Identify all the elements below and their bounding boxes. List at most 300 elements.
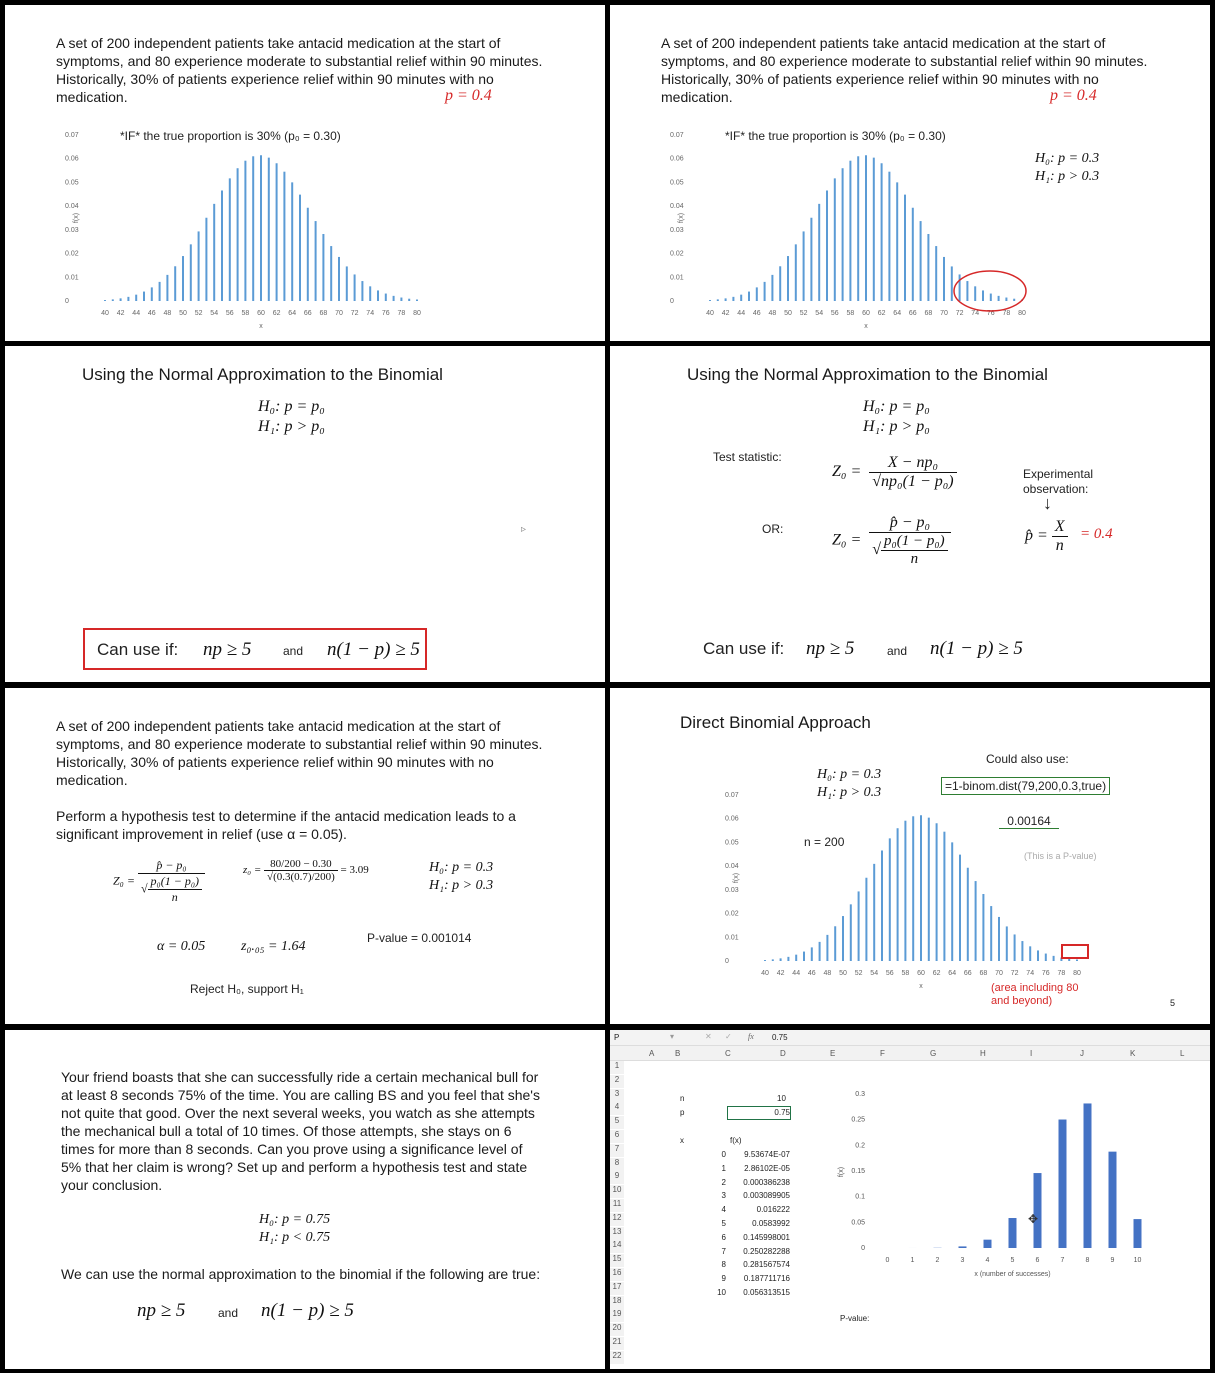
bar: [369, 286, 371, 301]
x-tick-label: 64: [288, 310, 297, 317]
bar: [213, 204, 215, 301]
x-tick-label: 54: [210, 310, 219, 317]
row-header[interactable]: 16: [610, 1268, 624, 1281]
bar: [873, 864, 875, 961]
test-statistic-label: Test statistic:: [713, 450, 782, 464]
x-tick-label: 46: [807, 970, 816, 977]
tail-box-annotation: [1061, 944, 1089, 959]
cell-fx-value[interactable]: 0.187711716: [743, 1274, 790, 1284]
condition-np: np ≥ 5: [203, 639, 252, 660]
bar: [818, 204, 820, 301]
cell-n-label[interactable]: n: [680, 1094, 685, 1103]
row-header[interactable]: 21: [610, 1337, 624, 1350]
z0-calc-result: = 3.09: [340, 864, 369, 877]
bar: [943, 257, 945, 301]
z0-den-inner-num: p₀(1 − p₀): [148, 874, 202, 890]
phat-eq: [1025, 518, 1068, 555]
x-tick-label: 62: [932, 970, 941, 977]
confirm-icon[interactable]: ✓: [725, 1032, 732, 1041]
x-axis-label: x: [864, 323, 868, 328]
row-header[interactable]: 9: [610, 1171, 624, 1184]
bar: [166, 275, 168, 301]
bar: [984, 1240, 992, 1248]
z0-label: Z₀ =: [832, 463, 862, 481]
bar: [834, 926, 836, 961]
cell-fx-value[interactable]: 0.281567574: [743, 1260, 790, 1270]
z0-fraction: [138, 858, 205, 905]
bar: [787, 256, 789, 301]
bar: [920, 221, 922, 301]
x-tick-label: 3: [960, 1257, 965, 1264]
row-header[interactable]: 8: [610, 1158, 624, 1171]
cell-fx-value[interactable]: 0.056313515: [743, 1288, 790, 1297]
cell-x-value[interactable]: 5: [721, 1219, 726, 1228]
column-header-g[interactable]: G: [930, 1049, 937, 1058]
bar: [772, 959, 774, 961]
condition-np: np ≥ 5: [137, 1300, 186, 1321]
x-tick-label: 74: [1026, 970, 1035, 977]
phat-den: n: [1055, 537, 1064, 554]
cancel-icon[interactable]: ✕: [705, 1032, 712, 1041]
bar: [998, 917, 1000, 961]
bar: [1009, 1218, 1017, 1248]
z0-calculation: [243, 858, 369, 883]
cell-x-value[interactable]: 0: [721, 1150, 726, 1159]
bar: [764, 282, 766, 301]
cell-x-value[interactable]: 8: [721, 1260, 726, 1270]
cell-fx-value[interactable]: 0.250282288: [743, 1246, 790, 1256]
x-tick-label: 74: [971, 310, 980, 317]
if-note: *IF* the true proportion is 30% (p₀ = 0.30): [725, 129, 946, 143]
x-tick-label: 42: [776, 970, 785, 977]
cursor-icon: ▹: [521, 524, 527, 535]
bar: [967, 868, 969, 961]
bar: [842, 916, 844, 961]
column-header-b[interactable]: B: [675, 1049, 681, 1058]
x-tick-label: 5: [1010, 1257, 1015, 1264]
x-tick-label: 70: [940, 310, 948, 317]
bar: [1076, 960, 1078, 961]
bar: [112, 299, 114, 301]
bar: [143, 292, 145, 301]
bar: [237, 168, 239, 301]
cell-x-value[interactable]: 3: [721, 1191, 726, 1201]
z0-den-inner-den: n: [171, 890, 178, 904]
x-tick-label: 58: [901, 970, 910, 977]
cell-fx-value[interactable]: 9.53674E-07: [744, 1150, 790, 1159]
y-tick-label: 0.02: [670, 250, 684, 258]
bar: [393, 296, 395, 301]
z0-calc-denominator: √(0.3(0.7)/200): [267, 871, 335, 883]
x-tick-label: 80: [1073, 970, 1081, 977]
row-header[interactable]: 11: [610, 1199, 624, 1212]
p-value-result: P-value = 0.001014: [367, 931, 472, 945]
cell-x-value[interactable]: 6: [721, 1232, 726, 1242]
p-annotation: p = 0.4: [1050, 87, 1097, 104]
excel-bar-chart[interactable]: [835, 1082, 1155, 1282]
cell-fx-label[interactable]: f(x): [730, 1136, 742, 1145]
condition-nq: n(1 − p) ≥ 5: [327, 639, 420, 660]
bar: [779, 266, 781, 301]
row-header[interactable]: 13: [610, 1227, 624, 1240]
z0-formula: [113, 858, 205, 905]
x-tick-label: 52: [194, 310, 203, 317]
condition-nq: n(1 − p) ≥ 5: [930, 638, 1023, 659]
z0-label: Z₀ =: [832, 531, 862, 549]
x-tick-label: 66: [963, 970, 972, 977]
bar: [104, 300, 106, 301]
x-tick-label: 56: [885, 970, 894, 977]
z0-calc-numerator: 80/200 − 0.30: [264, 858, 338, 871]
function-icon[interactable]: fx: [748, 1032, 754, 1041]
sample-size-label: n = 200: [804, 835, 845, 849]
column-header-a[interactable]: A: [649, 1049, 655, 1058]
bar: [982, 894, 984, 961]
y-tick-label: 0.04: [725, 863, 739, 871]
bar: [338, 257, 340, 301]
can-use-label: Can use if:: [97, 640, 179, 659]
bar: [873, 158, 875, 301]
x-tick-label: 9: [1110, 1257, 1115, 1264]
y-axis-label: f(x): [73, 212, 80, 224]
bar: [354, 274, 356, 301]
y-tick-label: 0.03: [725, 886, 739, 894]
bar: [881, 163, 883, 301]
y-tick-label: 0.02: [725, 910, 739, 918]
null-hypothesis: H₀: p = 0.3: [817, 767, 882, 782]
y-tick-label: 0.2: [855, 1142, 865, 1150]
null-hypothesis: H₀: p = p₀: [863, 398, 930, 415]
bar: [315, 221, 317, 301]
bar: [810, 218, 812, 301]
bar: [928, 818, 930, 961]
bar: [756, 287, 758, 301]
slide-title: Direct Binomial Approach: [680, 713, 871, 732]
bar: [780, 958, 782, 961]
slide-normal-approx-conditions: [5, 346, 605, 682]
y-tick-label: 0.05: [65, 179, 79, 187]
condition-and: and: [218, 1306, 239, 1320]
if-note: *IF* the true proportion is 30% (p₀ = 0.30): [120, 129, 341, 143]
y-tick-label: 0.06: [65, 155, 79, 163]
x-tick-label: 1: [910, 1257, 915, 1264]
x-tick-label: 64: [893, 310, 902, 317]
cell-x-value[interactable]: 1: [721, 1163, 726, 1173]
z0-fraction-2: [869, 514, 950, 568]
column-header-j[interactable]: J: [1080, 1049, 1084, 1058]
z0-den-inner-den: n: [910, 551, 919, 567]
bar: [935, 246, 937, 301]
conditions-box: [83, 628, 427, 670]
x-tick-label: 72: [350, 310, 359, 317]
tail-circle-annotation: [952, 267, 1032, 315]
x-axis-label: x (number of successes): [974, 1271, 1051, 1278]
null-hypothesis: H₀: p = p₀: [258, 398, 325, 415]
x-tick-label: 78: [397, 310, 406, 317]
could-also-label: Could also use:: [986, 752, 1069, 766]
x-tick-label: 52: [854, 970, 863, 977]
z0-eq-1: [832, 454, 957, 491]
row-header[interactable]: 14: [610, 1240, 624, 1253]
x-tick-label: 50: [179, 310, 187, 317]
column-header-f[interactable]: F: [880, 1049, 885, 1058]
condition-and: and: [887, 644, 908, 658]
bar: [151, 287, 153, 301]
cell-x-value[interactable]: 4: [721, 1205, 726, 1215]
cell-pvalue-label[interactable]: P-value:: [840, 1314, 870, 1323]
x-tick-label: 68: [924, 310, 933, 317]
y-tick-label: 0: [861, 1245, 865, 1252]
cell-fx-value[interactable]: 0.016222: [756, 1205, 790, 1215]
bar: [795, 244, 797, 301]
row-header[interactable]: 22: [610, 1351, 624, 1364]
x-tick-label: 72: [955, 310, 964, 317]
y-tick-label: 0.06: [670, 155, 684, 163]
bar: [1084, 1103, 1092, 1248]
x-tick-label: 54: [815, 310, 824, 317]
cell-p-value[interactable]: 0.75: [727, 1106, 791, 1120]
dropdown-icon[interactable]: ▾: [670, 1032, 675, 1041]
bar: [1053, 956, 1055, 961]
row-header[interactable]: 6: [610, 1130, 624, 1143]
bar: [959, 855, 961, 961]
x-tick-label: 2: [935, 1257, 940, 1264]
x-tick-label: 54: [870, 970, 879, 977]
slide-binomial-hypotheses: [610, 5, 1210, 341]
cell-x-value[interactable]: 10: [717, 1288, 726, 1297]
x-tick-label: 64: [948, 970, 957, 977]
spreadsheet-window: [610, 1030, 1210, 1369]
formula-input[interactable]: 0.75: [772, 1033, 788, 1042]
column-header-e[interactable]: E: [830, 1049, 836, 1058]
bar: [268, 158, 270, 301]
column-header-h[interactable]: H: [980, 1049, 986, 1058]
bar: [1037, 950, 1039, 961]
x-tick-label: 50: [839, 970, 847, 977]
row-header[interactable]: 7: [610, 1144, 624, 1157]
bar: [291, 182, 293, 301]
column-header-d[interactable]: D: [780, 1049, 786, 1058]
bar: [842, 168, 844, 301]
move-cursor-icon: ✥: [1028, 1212, 1039, 1226]
x-tick-label: 76: [381, 310, 390, 317]
y-tick-label: 0.05: [725, 839, 739, 847]
bar: [904, 821, 906, 961]
row-header[interactable]: 3: [610, 1089, 624, 1102]
row-header[interactable]: 17: [610, 1282, 624, 1295]
row-header[interactable]: 18: [610, 1296, 624, 1309]
x-tick-label: 80: [413, 310, 421, 317]
alt-hypothesis: H₁: p > p₀: [258, 418, 325, 435]
cell-x-value[interactable]: 9: [721, 1274, 726, 1284]
bar: [205, 218, 207, 301]
bar: [811, 947, 813, 961]
bar: [1021, 941, 1023, 961]
column-header-i[interactable]: I: [1030, 1049, 1033, 1058]
x-tick-label: 58: [846, 310, 855, 317]
p-annotation: p = 0.4: [445, 87, 492, 104]
alt-hypothesis: H₁: p < 0.75: [259, 1230, 331, 1245]
alt-hypothesis: H₁: p > 0.3: [429, 878, 494, 893]
x-tick-label: 74: [366, 310, 375, 317]
row-header[interactable]: 2: [610, 1075, 624, 1088]
bar: [951, 842, 953, 961]
y-tick-label: 0.15: [851, 1168, 865, 1175]
conclusion: Reject H₀, support H₁: [190, 982, 304, 996]
bar: [174, 266, 176, 301]
x-tick-label: 44: [737, 310, 746, 317]
cell-fx-value[interactable]: 0.003089905: [743, 1191, 790, 1201]
phat-label: p̂ =: [1025, 527, 1048, 545]
bar: [1006, 926, 1008, 961]
cell-x-label[interactable]: x: [680, 1136, 684, 1145]
bar: [920, 815, 922, 961]
alt-hypothesis: H₁: p > 0.3: [1035, 169, 1100, 184]
bar: [904, 195, 906, 301]
cell-fx-value[interactable]: 0.145998001: [743, 1232, 790, 1242]
slide-title: Using the Normal Approximation to the Binomial: [82, 365, 443, 384]
bar: [1059, 1120, 1067, 1248]
bar: [1034, 1173, 1042, 1248]
row-header[interactable]: 15: [610, 1254, 624, 1267]
x-tick-label: 80: [1018, 310, 1026, 317]
cell-p-label[interactable]: p: [680, 1108, 685, 1117]
x-tick-label: 4: [985, 1257, 990, 1264]
y-tick-label: 0.1: [855, 1193, 865, 1201]
x-tick-label: 48: [823, 970, 832, 977]
row-header[interactable]: 4: [610, 1102, 624, 1115]
bar: [127, 297, 129, 301]
z0-den-inner-num: p₀(1 − p₀): [881, 533, 948, 551]
bar: [764, 960, 766, 961]
page-number: 5: [1170, 998, 1176, 1008]
bar: [943, 832, 945, 961]
bar: [990, 906, 992, 961]
bar: [361, 281, 363, 301]
row-header[interactable]: 1: [610, 1061, 624, 1074]
y-tick-label: 0.07: [65, 132, 79, 139]
z0-denominator-2: √ $\frac{\text{p₀(1 − p₀)}}{n}$: [869, 533, 950, 568]
experimental-observation-label: Experimental observation:: [1023, 467, 1094, 496]
name-box[interactable]: P: [614, 1033, 620, 1042]
z0-eq-2: [832, 514, 951, 568]
slide-test-statistic: [610, 346, 1210, 682]
y-tick-label: 0.04: [670, 203, 684, 211]
row-header[interactable]: 12: [610, 1213, 624, 1226]
x-tick-label: 40: [101, 310, 109, 317]
row-header[interactable]: 10: [610, 1185, 624, 1198]
column-header-c[interactable]: C: [725, 1049, 731, 1058]
perform-text: Perform a hypothesis test to determine if the antacid medication leads to a significant improvement in relief (use α = 0.05).: [56, 808, 516, 842]
x-tick-label: 66: [303, 310, 312, 317]
bar: [889, 838, 891, 961]
z0-numerator: p̂ − p₀: [138, 858, 205, 874]
alt-hypothesis: H₁: p > 0.3: [817, 785, 882, 800]
y-axis-label: f(x): [838, 1166, 845, 1178]
bar: [732, 297, 734, 301]
x-tick-label: 68: [319, 310, 328, 317]
bar: [717, 299, 719, 301]
x-tick-label: 10: [1133, 1257, 1142, 1264]
excel-formula: =1-binom.dist(79,200,0.3,true): [941, 777, 1110, 795]
column-header-l[interactable]: L: [1180, 1049, 1185, 1058]
x-tick-label: 60: [257, 310, 265, 317]
bar: [857, 156, 859, 301]
y-tick-label: 0.07: [670, 132, 684, 139]
bar: [377, 290, 379, 301]
x-tick-label: 68: [979, 970, 988, 977]
bar: [159, 282, 161, 301]
x-tick-label: 40: [761, 970, 769, 977]
y-axis-label: f(x): [733, 872, 740, 884]
bar: [912, 208, 914, 301]
slide-direct-binomial: [610, 688, 1210, 1024]
problem-text: A set of 200 independent patients take antacid medication at the start of symptoms, and 80 experience moderate to substantial relief within 90 minutes. Historically, 30% of patients experience relief within 90 minutes with no medication.: [56, 718, 543, 788]
bar: [787, 957, 789, 961]
bar: [771, 275, 773, 301]
bar: [912, 816, 914, 961]
bar: [819, 942, 821, 961]
column-header-k[interactable]: K: [1130, 1049, 1136, 1058]
x-tick-label: 66: [908, 310, 917, 317]
y-tick-label: 0.02: [65, 250, 79, 258]
problem-text: A set of 200 independent patients take antacid medication at the start of symptoms, and 80 experience moderate to substantial relief within 90 minutes. Historically, 30% of patients experience relief within 90 minutes with no medication.: [56, 35, 543, 105]
down-arrow-icon: ↓: [1043, 493, 1052, 513]
bar: [322, 234, 324, 301]
bar: [897, 828, 899, 961]
x-tick-label: 40: [706, 310, 714, 317]
bar: [1134, 1219, 1142, 1248]
row-header[interactable]: 19: [610, 1309, 624, 1322]
bar: [795, 955, 797, 961]
bar: [1014, 934, 1016, 961]
bar: [725, 298, 727, 301]
x-tick-label: 60: [917, 970, 925, 977]
bar: [135, 295, 137, 301]
bar: [221, 190, 223, 301]
cell-x-value[interactable]: 7: [721, 1246, 726, 1256]
row-header[interactable]: 20: [610, 1323, 624, 1336]
cell-fx-value[interactable]: 2.86102E-05: [744, 1163, 790, 1173]
x-tick-label: 76: [1041, 970, 1050, 977]
cell-n-value[interactable]: 10: [777, 1094, 786, 1103]
bar: [858, 891, 860, 961]
row-header[interactable]: 5: [610, 1116, 624, 1129]
cell-fx-value[interactable]: 0.0583992: [752, 1219, 790, 1228]
area-note: (area including 80 and beyond): [991, 982, 1079, 1007]
bar: [190, 244, 192, 301]
cell-fx-value[interactable]: 0.000386238: [743, 1177, 790, 1187]
condition-np: np ≥ 5: [806, 638, 855, 659]
x-tick-label: 56: [830, 310, 839, 317]
y-tick-label: 0.04: [65, 203, 79, 211]
bar: [182, 256, 184, 301]
bar: [1068, 959, 1070, 961]
y-tick-label: 0.3: [855, 1091, 865, 1098]
null-hypothesis: H₀: p = 0.3: [429, 860, 494, 875]
x-tick-label: 58: [241, 310, 250, 317]
slide-binomial-distribution: [5, 5, 605, 341]
slide-mechanical-bull: [5, 1030, 605, 1369]
z0-calc-fraction: [264, 858, 338, 883]
slide-title: Using the Normal Approximation to the Binomial: [687, 365, 1048, 384]
alpha-value: α = 0.05: [157, 939, 206, 954]
bar: [865, 155, 867, 301]
bar: [826, 935, 828, 961]
y-tick-label: 0.01: [65, 274, 79, 282]
cell-x-value[interactable]: 2: [721, 1177, 726, 1187]
bar: [888, 172, 890, 301]
